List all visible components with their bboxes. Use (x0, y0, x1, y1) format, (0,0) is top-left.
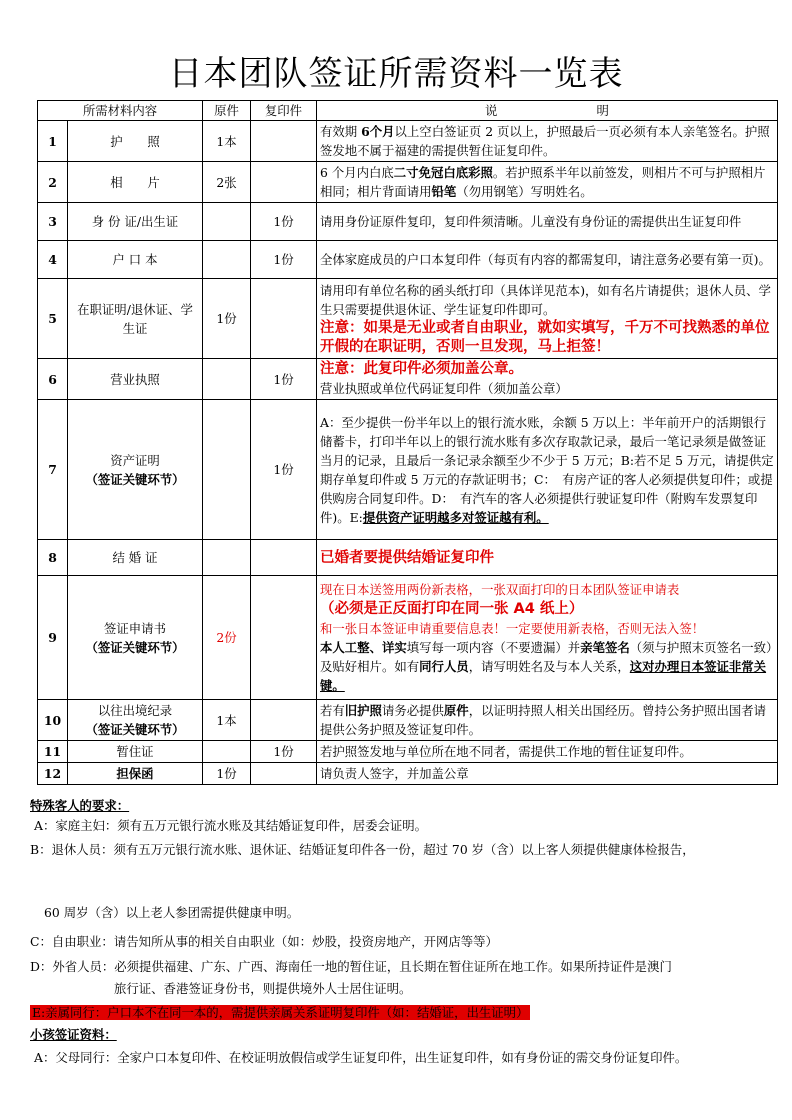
row-number: 1 (38, 121, 68, 162)
description-text: （须与护照末页签名一致）及贴好相片。如有 (320, 640, 773, 674)
description-text: 原件 (443, 703, 469, 718)
special-title: 特殊客人的要求： (30, 798, 130, 813)
row-number: 10 (38, 700, 68, 741)
material-name-text: 担保函 (116, 766, 154, 781)
header-copy: 复印件 (251, 101, 317, 121)
material-name (68, 741, 203, 763)
material-name (68, 203, 203, 241)
note-a: A：家庭主妇：须有五万元银行流水账及其结婚证复印件，居委会证明。 (34, 818, 428, 833)
material-name-text: 身 份 证/出生证 (91, 214, 179, 229)
table-row (38, 203, 778, 241)
note-d1: D：外省人员：必须提供福建、广东、广西、海南任一地的暂住证，且长期在暂住证所在地工作。如果所持证件是澳门 (30, 959, 672, 974)
description (317, 279, 778, 359)
copy-count: 1份 (251, 359, 317, 400)
material-name-text: 户 口 本 (112, 252, 158, 267)
original-count (203, 241, 251, 279)
table-row (38, 241, 778, 279)
description-text: A：至少提供一份半年以上的银行流水账，余额 5 万以上：半年前开户的活期银行储蓄卡，打印半年以上的银行流水账有多次存取款记录，最后一笔记录须是做签证当月的记录，且最后一条记录余额至少不少于 5 万元；B:若不足 5 万元，请提供定期存单复印件或 5 万元的存款证明书；C： 有房产证的客人必须提供复印件；或提供购房合同复印件。D： 有汽车的客人必须提供行驶证复印件（附购车发票复印件)。E: (320, 414, 774, 525)
table-row (38, 576, 778, 700)
description-text: 6个月 (361, 124, 395, 139)
description-text: 以上空白签证页 2 页以上，护照最后一页必须有本人亲笔签名。护照签发地不属于福建的需提供暂住证复印件。 (320, 124, 770, 158)
key-step-label: （签证关键环节） (85, 722, 185, 737)
original-count: 1份 (203, 279, 251, 359)
row-number: 3 (38, 203, 68, 241)
material-name-text: 营业执照 (110, 371, 160, 387)
description (317, 540, 778, 576)
key-step-label: （签证关键环节） (85, 471, 185, 487)
note-b2: 60 周岁（含）以上老人参团需提供健康申明。 (44, 905, 300, 920)
description-text: （必须是正反面打印在同一张 A4 纸上） (320, 601, 584, 617)
material-name (68, 576, 203, 700)
description (317, 741, 778, 763)
copy-count (251, 162, 317, 203)
row-number: 9 (38, 576, 68, 700)
material-name (68, 162, 203, 203)
description (317, 162, 778, 203)
material-name (68, 359, 203, 400)
description-text: 二寸免冠白底彩照 (393, 165, 493, 180)
materials-table (37, 100, 778, 785)
table-row (38, 121, 778, 162)
description-text: 若护照签发地与单位所在地不同者，需提供工作地的暂住证复印件。 (320, 744, 692, 759)
description-text: 若有 (320, 703, 345, 718)
description (317, 763, 778, 785)
material-name (68, 121, 203, 162)
material-name (68, 763, 203, 785)
description (317, 576, 778, 700)
description (317, 241, 778, 279)
row-number: 11 (38, 741, 68, 763)
row-number: 4 (38, 241, 68, 279)
table-row (38, 400, 778, 540)
original-count: 1份 (203, 763, 251, 785)
table-row (38, 279, 778, 359)
original-count: 2份 (203, 576, 251, 700)
note-d2: 旅行证、香港签证身份书，则提供境外人士居住证明。 (114, 981, 412, 996)
copy-count (251, 279, 317, 359)
header-original: 原件 (203, 101, 251, 121)
material-name-text: 签证申请书 (104, 620, 166, 636)
original-count (203, 741, 251, 763)
description (317, 121, 778, 162)
table-row (38, 741, 778, 763)
material-name (68, 540, 203, 576)
table-row (38, 359, 778, 400)
material-name-text: 在职证明/退休证、学生证 (77, 301, 193, 336)
copy-count (251, 700, 317, 741)
description-text: 全体家庭成员的户口本复印件（每页有内容的都需复印，请注意务必要有第一页)。 (320, 252, 771, 267)
row-number: 8 (38, 540, 68, 576)
copy-count: 1份 (251, 400, 317, 540)
original-count (203, 203, 251, 241)
page-title: 日本团队签证所需资料一览表 (168, 54, 624, 94)
table-header-row (38, 101, 778, 121)
copy-count (251, 763, 317, 785)
table-row (38, 763, 778, 785)
material-name-text: 暂住证 (116, 744, 154, 759)
original-count (203, 400, 251, 540)
description-text: ，请写明姓名及与本人关系， (468, 659, 630, 674)
description-text: 现在日本送签用两份新表格，一张双面打印的日本团队签证申请表 (320, 582, 680, 597)
description-text: 填写每一项内容（不要遗漏）并 (406, 640, 581, 655)
description (317, 203, 778, 241)
description (317, 700, 778, 741)
row-number: 2 (38, 162, 68, 203)
copy-count: 1份 (251, 203, 317, 241)
description-text: （勿用钢笔）写明姓名。 (456, 184, 593, 199)
row-number: 5 (38, 279, 68, 359)
original-count: 1本 (203, 700, 251, 741)
note-c: C：自由职业：请告知所从事的相关自由职业（如：炒股，投资房地产，开网店等等） (30, 934, 498, 949)
description-text: 铅笔 (431, 184, 457, 199)
description-text: 6 个月内白底 (320, 165, 394, 180)
key-step-label: （签证关键环节） (85, 639, 185, 655)
description-text: 提供资产证明越多对签证越有利。 (362, 509, 549, 525)
original-count: 1本 (203, 121, 251, 162)
original-count (203, 359, 251, 400)
table-row (38, 540, 778, 576)
child-title: 小孩签证资料： (30, 1027, 117, 1042)
description-text: 注意：此复印件必须加盖公章。 (320, 361, 523, 377)
table-row (38, 700, 778, 741)
description-text: 注意：如果是无业或者自由职业，就如实填写，千万不可找熟悉的单位开假的在职证明，否则一旦发现，马上拒签！ (320, 319, 770, 355)
copy-count (251, 540, 317, 576)
row-number: 12 (38, 763, 68, 785)
copy-count: 1份 (251, 241, 317, 279)
original-count: 2张 (203, 162, 251, 203)
description-text: 。若护照系半年以前签发，则相片不可与护照相片相同；相片背面请用 (320, 165, 766, 199)
copy-count (251, 576, 317, 700)
copy-count: 1份 (251, 741, 317, 763)
table-row (38, 162, 778, 203)
material-name-text: 资产证明 (110, 452, 160, 468)
header-material: 所需材料内容 (38, 101, 203, 121)
description (317, 359, 778, 400)
description-text: 请用印有单位名称的函头纸打印（具体详见范本)，如有名片请提供；退休人员、学生只需要提供退休证、学生证复印件即可。 (320, 282, 771, 317)
description-text: 这对办理日本签证非常关键。 (320, 659, 767, 693)
description-text: 已婚者要提供结婚证复印件 (320, 549, 494, 566)
copy-count (251, 121, 317, 162)
description-text: 同行人员 (419, 659, 469, 674)
material-name (68, 400, 203, 540)
material-name-text: 相 片 (110, 174, 160, 190)
row-number: 6 (38, 359, 68, 400)
description-text: 有效期 (320, 124, 362, 139)
description-text: 和一张日本签证申请重要信息表！一定要使用新表格，否则无法入签！ (320, 621, 705, 636)
note-e: E:亲属同行：户口本不在同一本的，需提供亲属关系证明复印件（如：结婚证，出生证明） (32, 1005, 529, 1020)
material-name (68, 241, 203, 279)
description-text: 请负责人签字，并加盖公章 (320, 766, 469, 781)
description (317, 400, 778, 540)
note-b1: B：退休人员：须有五万元银行流水账、退休证、结婚证复印件各一份，超过 70 岁（含）以上客人须提供健康体检报告， (30, 842, 695, 857)
child-note-a: A：父母同行：全家户口本复印件、在校证明放假信或学生证复印件，出生证复印件，如有身份证的需交身份证复印件。 (34, 1050, 688, 1065)
description-text: 营业执照或单位代码证复印件（须加盖公章） (320, 381, 568, 396)
description-text: 请用身份证原件复印，复印件须清晰。儿童没有身份证的需提供出生证复印件 (320, 214, 742, 229)
material-name-text: 结 婚 证 (112, 550, 158, 565)
description-text: 本人工整、详实 (320, 640, 407, 655)
material-name (68, 700, 203, 741)
row-number: 7 (38, 400, 68, 540)
description-text: 旧护照 (344, 703, 382, 718)
original-count (203, 540, 251, 576)
material-name-text: 以往出境纪录 (97, 703, 173, 718)
header-description: 说 明 (317, 101, 778, 121)
material-name-text: 护 照 (110, 133, 160, 149)
description-text: ，以证明持照人相关出国经历。曾持公务护照出国者请提供公务护照及签证复印件。 (320, 703, 767, 737)
description-text: 请务必提供 (381, 703, 444, 718)
description-text: 亲笔签名 (580, 640, 630, 655)
material-name (68, 279, 203, 359)
